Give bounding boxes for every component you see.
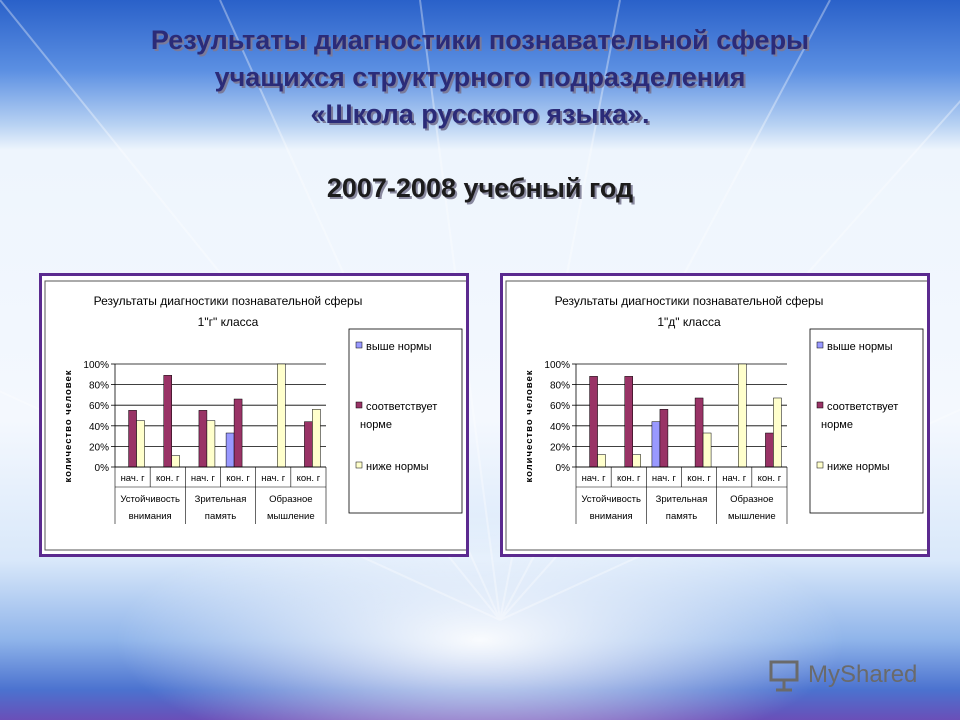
legend-swatch: [356, 402, 362, 408]
y-tick-label: 20%: [549, 442, 570, 454]
legend-label: норме: [821, 419, 853, 431]
x-tick-label: нач. г: [190, 473, 215, 484]
legend-label: выше нормы: [827, 341, 893, 353]
y-tick-label: 100%: [83, 360, 109, 371]
legend-swatch: [817, 462, 823, 468]
x-tick-label: нач. г: [581, 473, 606, 484]
chart-panel-1d: [500, 273, 930, 557]
bar-below: [172, 456, 180, 467]
chart-title: Результаты диагностики познавательной сферы: [554, 294, 824, 308]
x-group-label: Образное: [269, 494, 313, 505]
bar-below: [738, 364, 746, 467]
x-tick-label: кон. г: [155, 473, 180, 484]
bar-below: [598, 455, 606, 467]
chart-title-class: 1"г" класса: [197, 315, 259, 329]
slide-title: [0, 22, 960, 133]
y-tick-label: 80%: [549, 380, 570, 392]
chart-title: Результаты диагностики познавательной сферы: [93, 294, 363, 308]
chart-1g: [42, 276, 466, 554]
x-tick-label: нач. г: [651, 473, 676, 484]
x-group-label: Образное: [730, 494, 774, 505]
chart-panel-1g: [39, 273, 469, 557]
myshared-logo: [768, 657, 928, 697]
y-tick-label: 20%: [88, 442, 109, 454]
x-group-label: внимания: [128, 511, 172, 522]
y-tick-label: 80%: [88, 380, 109, 392]
legend-label: выше нормы: [366, 341, 432, 353]
slide-subtitle: 2007-2008 учебный год: [326, 173, 634, 203]
y-tick-label: 60%: [549, 401, 570, 413]
bar-normal: [234, 399, 242, 467]
x-tick-label: нач. г: [722, 473, 747, 484]
legend-label: норме: [360, 419, 392, 431]
x-group-label: внимания: [589, 511, 633, 522]
x-tick-label: кон. г: [687, 473, 711, 484]
bar-below: [703, 433, 711, 467]
x-group-label: мышление: [728, 511, 776, 522]
x-group-label: память: [204, 511, 237, 522]
y-tick-label: 40%: [88, 421, 109, 433]
x-tick-label: нач. г: [120, 473, 145, 484]
x-group-label: мышление: [267, 511, 315, 522]
chart-1d: [503, 276, 927, 554]
x-group-label: Зрительная: [194, 494, 247, 505]
bar-below: [137, 421, 145, 467]
x-tick-label: кон. г: [296, 473, 321, 484]
x-tick-label: нач. г: [261, 473, 286, 484]
slide-title-line-2: учащихся структурного подразделения: [214, 62, 746, 92]
slide-title-line-3: «Школа русского языка».: [310, 99, 650, 129]
x-tick-label: кон. г: [616, 473, 641, 484]
legend-label: соответствует: [366, 401, 438, 413]
bar-below: [312, 409, 320, 467]
y-axis-label: количество человек: [63, 369, 74, 483]
x-group-label: Устойчивость: [120, 494, 180, 505]
legend-swatch: [817, 342, 823, 348]
y-tick-label: 0%: [94, 463, 109, 474]
bar-below: [277, 364, 285, 467]
bar-above: [652, 422, 660, 467]
bar-normal: [765, 433, 773, 467]
legend-label: ниже нормы: [366, 461, 429, 473]
bar-normal: [304, 422, 312, 467]
bar-normal: [625, 376, 633, 467]
bar-normal: [695, 398, 703, 467]
legend-swatch: [817, 402, 823, 408]
y-tick-label: 100%: [544, 360, 570, 371]
bar-normal: [164, 375, 172, 467]
y-tick-label: 40%: [549, 421, 570, 433]
bar-normal: [660, 409, 668, 467]
bar-below: [773, 398, 781, 467]
bar-normal: [590, 376, 598, 467]
presentation-icon: [768, 659, 802, 693]
x-tick-label: кон. г: [226, 473, 250, 484]
logo-text: MyShared: [808, 661, 918, 688]
x-group-label: Устойчивость: [581, 494, 641, 505]
x-group-label: Зрительная: [655, 494, 708, 505]
bar-above: [226, 433, 234, 467]
y-tick-label: 0%: [555, 463, 570, 474]
chart-title-class: 1"д" класса: [657, 315, 721, 329]
x-tick-label: кон. г: [757, 473, 782, 484]
bar-normal: [129, 410, 137, 467]
bar-below: [207, 421, 215, 467]
x-group-label: память: [665, 511, 698, 522]
bar-below: [633, 455, 641, 467]
bar-normal: [199, 410, 207, 467]
y-axis-label: количество человек: [524, 369, 535, 483]
legend-swatch: [356, 462, 362, 468]
legend-label: соответствует: [827, 401, 899, 413]
slide-title-line-1: Результаты диагностики познавательной сферы: [150, 25, 810, 55]
legend-label: ниже нормы: [827, 461, 890, 473]
y-tick-label: 60%: [88, 401, 109, 413]
legend-swatch: [356, 342, 362, 348]
